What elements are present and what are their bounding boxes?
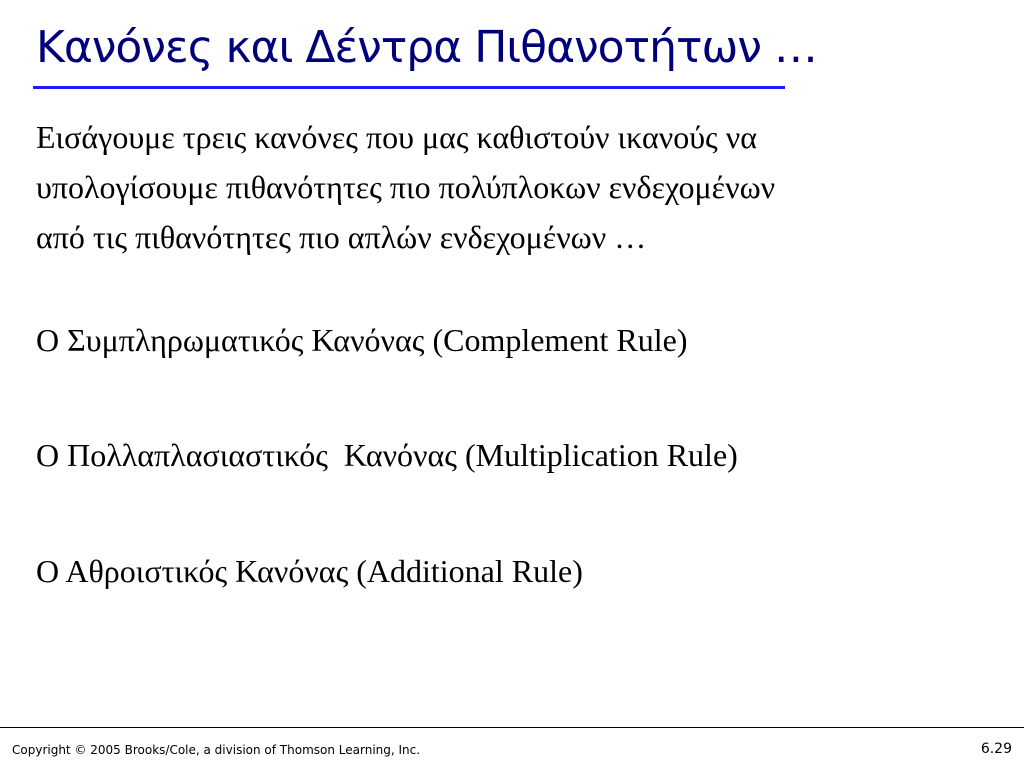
intro-line-3: από τις πιθανότητες πιο απλών ενδεχομένων … — [36, 219, 647, 255]
footer-divider — [0, 727, 1024, 728]
additional-rule-item: Ο Αθροιστικός Κανόνας (Additional Rule) — [36, 553, 583, 589]
copyright-notice: Copyright © 2005 Brooks/Cole, a division of Thomson Learning, Inc. — [12, 743, 421, 757]
intro-line-1: Εισάγουμε τρεις κανόνες που μας καθιστούν ικανούς να — [36, 119, 757, 155]
complement-rule-item: Ο Συμπληρωματικός Κανόνας (Complement Rule) — [36, 322, 688, 358]
intro-paragraph — [36, 112, 996, 262]
multiplication-rule-item: Ο Πολλαπλασιαστικός Κανόνας (Multiplication Rule) — [36, 437, 738, 473]
intro-line-2: υπολογίσουμε πιθανότητες πιο πολύπλοκων ενδεχομένων — [36, 169, 776, 205]
title-underline — [33, 86, 785, 89]
page-number: 6.29 — [980, 741, 1012, 757]
slide-title: Κανόνες και Δέντρα Πιθανοτήτων … — [36, 22, 817, 73]
